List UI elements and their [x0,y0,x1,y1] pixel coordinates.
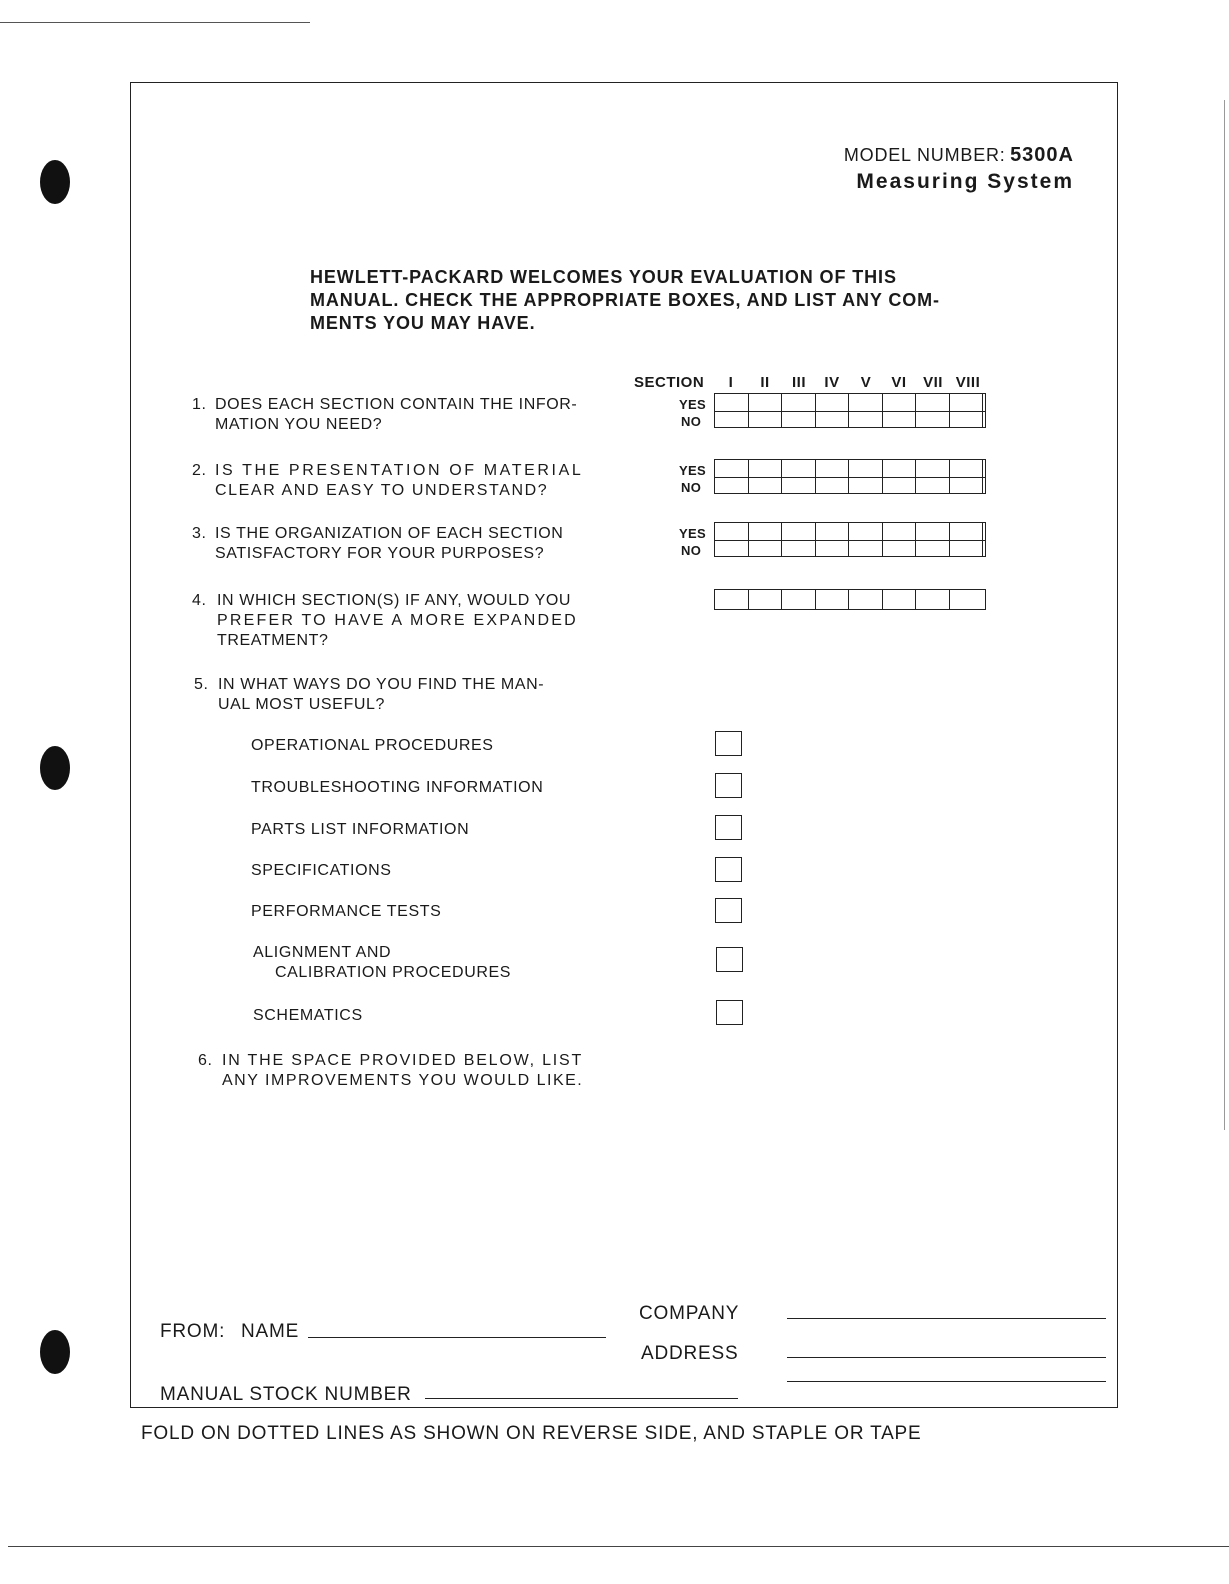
question-line: IS THE ORGANIZATION OF EACH SECTION [215,525,564,542]
address-label: ADDRESS [641,1343,739,1364]
address-field-line-1[interactable] [787,1357,1106,1358]
no-label: NO [681,480,702,495]
option-parts-list-information: PARTS LIST INFORMATION [251,821,470,838]
checkbox-parts-list-information[interactable] [715,815,742,840]
question-line: TREATMENT? [217,632,329,649]
company-field[interactable] [787,1318,1106,1319]
fold-instruction: FOLD ON DOTTED LINES AS SHOWN ON REVERSE SIDE, AND STAPLE OR TAPE [141,1423,922,1444]
grid-divider [715,540,985,541]
checkbox-troubleshooting-information[interactable] [715,773,742,798]
intro-paragraph [310,266,990,335]
grid-cell-IV[interactable] [816,590,850,609]
question-line: PREFER TO HAVE A MORE EXPANDED [217,612,578,629]
section-col-II: II [760,374,770,391]
name-label: NAME [241,1321,300,1342]
grid-cell-VII[interactable] [916,590,950,609]
yes-label: YES [679,463,706,478]
model-number-line [790,144,1074,167]
grid-cell-I[interactable] [715,590,749,609]
checkbox-schematics[interactable] [716,1000,743,1025]
question-line: IS THE PRESENTATION OF MATERIAL [215,462,584,479]
grid-cell-II[interactable] [749,590,783,609]
from-label: FROM: [160,1321,226,1342]
question-line: UAL MOST USEFUL? [218,696,385,713]
option-operational-procedures: OPERATIONAL PROCEDURES [251,737,494,754]
option-troubleshooting-information: TROUBLESHOOTING INFORMATION [251,779,544,796]
checkbox-performance-tests[interactable] [715,898,742,923]
binder-hole-middle [40,746,70,790]
top-edge-line [0,22,310,23]
improvements-comment-area[interactable] [200,1100,1080,1280]
section-col-III: III [791,374,806,391]
question-line: SATISFACTORY FOR YOUR PURPOSES? [215,545,545,562]
grid-cell-V[interactable] [849,590,883,609]
section-col-I: I [728,374,734,391]
option-schematics: SCHEMATICS [253,1007,363,1024]
manual-stock-number-label: MANUAL STOCK NUMBER [160,1384,412,1405]
grid-divider [715,411,985,412]
section-col-IV: IV [824,374,840,391]
section-col-VII: VII [923,374,943,391]
option-alignment-calibration-line-1: ALIGNMENT AND [253,944,392,961]
model-number-label: MODEL NUMBER: [843,145,1006,165]
intro-line-1: HEWLETT-PACKARD WELCOMES YOUR EVALUATION OF THIS [310,267,897,287]
question-line: ANY IMPROVEMENTS YOU WOULD LIKE. [222,1072,584,1089]
checkbox-operational-procedures[interactable] [715,731,742,756]
q3-yes-no-grid[interactable] [714,522,986,557]
q4-section-grid[interactable] [714,589,986,610]
binder-hole-top [40,160,70,204]
q2-yes-no-grid[interactable] [714,459,986,494]
grid-divider [715,477,985,478]
question-number: 4. [192,592,207,609]
model-number-value: 5300A [1010,144,1074,166]
question-number: 1. [192,396,207,413]
question-number: 3. [192,525,207,542]
address-field-line-2[interactable] [787,1381,1106,1382]
checkbox-specifications[interactable] [715,857,742,882]
manual-stock-number-field[interactable] [425,1398,738,1399]
yes-label: YES [679,526,706,541]
no-label: NO [681,414,702,429]
question-number: 5. [194,676,209,693]
option-performance-tests: PERFORMANCE TESTS [251,903,442,920]
question-line: IN WHICH SECTION(S) IF ANY, WOULD YOU [217,592,572,609]
yes-label: YES [679,397,706,412]
intro-line-3: MENTS YOU MAY HAVE. [310,313,536,333]
model-name: Measuring System [856,170,1074,193]
intro-line-2: MANUAL. CHECK THE APPROPRIATE BOXES, AND LIST ANY COM- [310,290,940,310]
grid-cell-VIII[interactable] [950,590,984,609]
binder-hole-bottom [40,1330,70,1374]
company-label: COMPANY [639,1303,740,1324]
question-number: 2. [192,462,207,479]
grid-cell-III[interactable] [782,590,816,609]
right-edge-line [1224,100,1225,1130]
grid-cell-VI[interactable] [883,590,917,609]
checkbox-alignment-calibration[interactable] [716,947,743,972]
question-line: IN WHAT WAYS DO YOU FIND THE MAN- [218,676,545,693]
option-alignment-calibration-line-2: CALIBRATION PROCEDURES [275,964,512,981]
no-label: NO [681,543,702,558]
section-header-label: SECTION [634,374,705,391]
section-col-VIII: VIII [955,374,981,391]
question-line: DOES EACH SECTION CONTAIN THE INFOR- [215,396,578,413]
question-line: CLEAR AND EASY TO UNDERSTAND? [215,482,549,499]
bottom-edge-line [8,1546,1229,1547]
option-specifications: SPECIFICATIONS [251,862,392,879]
question-line: IN THE SPACE PROVIDED BELOW, LIST [222,1052,584,1069]
name-field[interactable] [308,1337,606,1338]
q1-yes-no-grid[interactable] [714,393,986,428]
question-line: MATION YOU NEED? [215,416,383,433]
section-col-V: V [860,374,872,391]
section-col-VI: VI [891,374,907,391]
question-number: 6. [198,1052,213,1069]
